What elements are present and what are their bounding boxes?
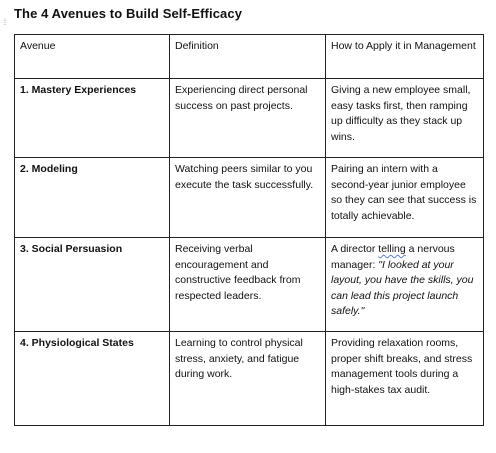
definition-cell[interactable]: Experiencing direct personal success on past projects. <box>170 79 326 158</box>
header-cell-definition[interactable]: Definition <box>170 35 326 79</box>
application-text: a nervous manager: <box>331 243 455 271</box>
avenues-table <box>14 34 484 426</box>
application-quote: "I looked at your layout, you have the skills, you can lead this project launch safely." <box>331 258 474 318</box>
document-title: The 4 Avenues to Build Self-Efficacy <box>14 6 243 21</box>
table-row <box>15 332 484 426</box>
header-cell-application[interactable]: How to Apply it in Management <box>326 35 484 79</box>
definition-cell[interactable]: Receiving verbal encouragement and constructive feedback from respected leaders. <box>170 238 326 332</box>
definition-cell[interactable]: Learning to control physical stress, anxiety, and fatigue during work. <box>170 332 326 426</box>
avenue-cell[interactable]: 4. Physiological States <box>15 332 170 426</box>
table-row <box>15 79 484 158</box>
application-cell[interactable]: Providing relaxation rooms, proper shift breaks, and stress management tools during a high-stakes tax audit. <box>326 332 484 426</box>
definition-cell[interactable]: Watching peers similar to you execute the task successfully. <box>170 158 326 238</box>
avenue-cell[interactable]: 2. Modeling <box>15 158 170 238</box>
application-text: A director <box>331 243 379 255</box>
table-header-row <box>15 35 484 79</box>
header-cell-avenue[interactable]: Avenue <box>15 35 170 79</box>
spellcheck-flagged-word[interactable]: telling <box>378 243 406 255</box>
drag-handle-icon[interactable]: ⁞⁞ <box>3 17 7 27</box>
avenue-cell[interactable]: 3. Social Persuasion <box>15 238 170 332</box>
application-cell[interactable]: Giving a new employee small, easy tasks first, then ramping up difficulty as they stack up wins. <box>326 79 484 158</box>
table-row <box>15 238 484 332</box>
avenue-cell[interactable]: 1. Mastery Experiences <box>15 79 170 158</box>
application-cell[interactable]: Pairing an intern with a second-year junior employee so they can see that success is totally achievable. <box>326 158 484 238</box>
table-row <box>15 158 484 238</box>
application-cell[interactable] <box>326 238 484 332</box>
